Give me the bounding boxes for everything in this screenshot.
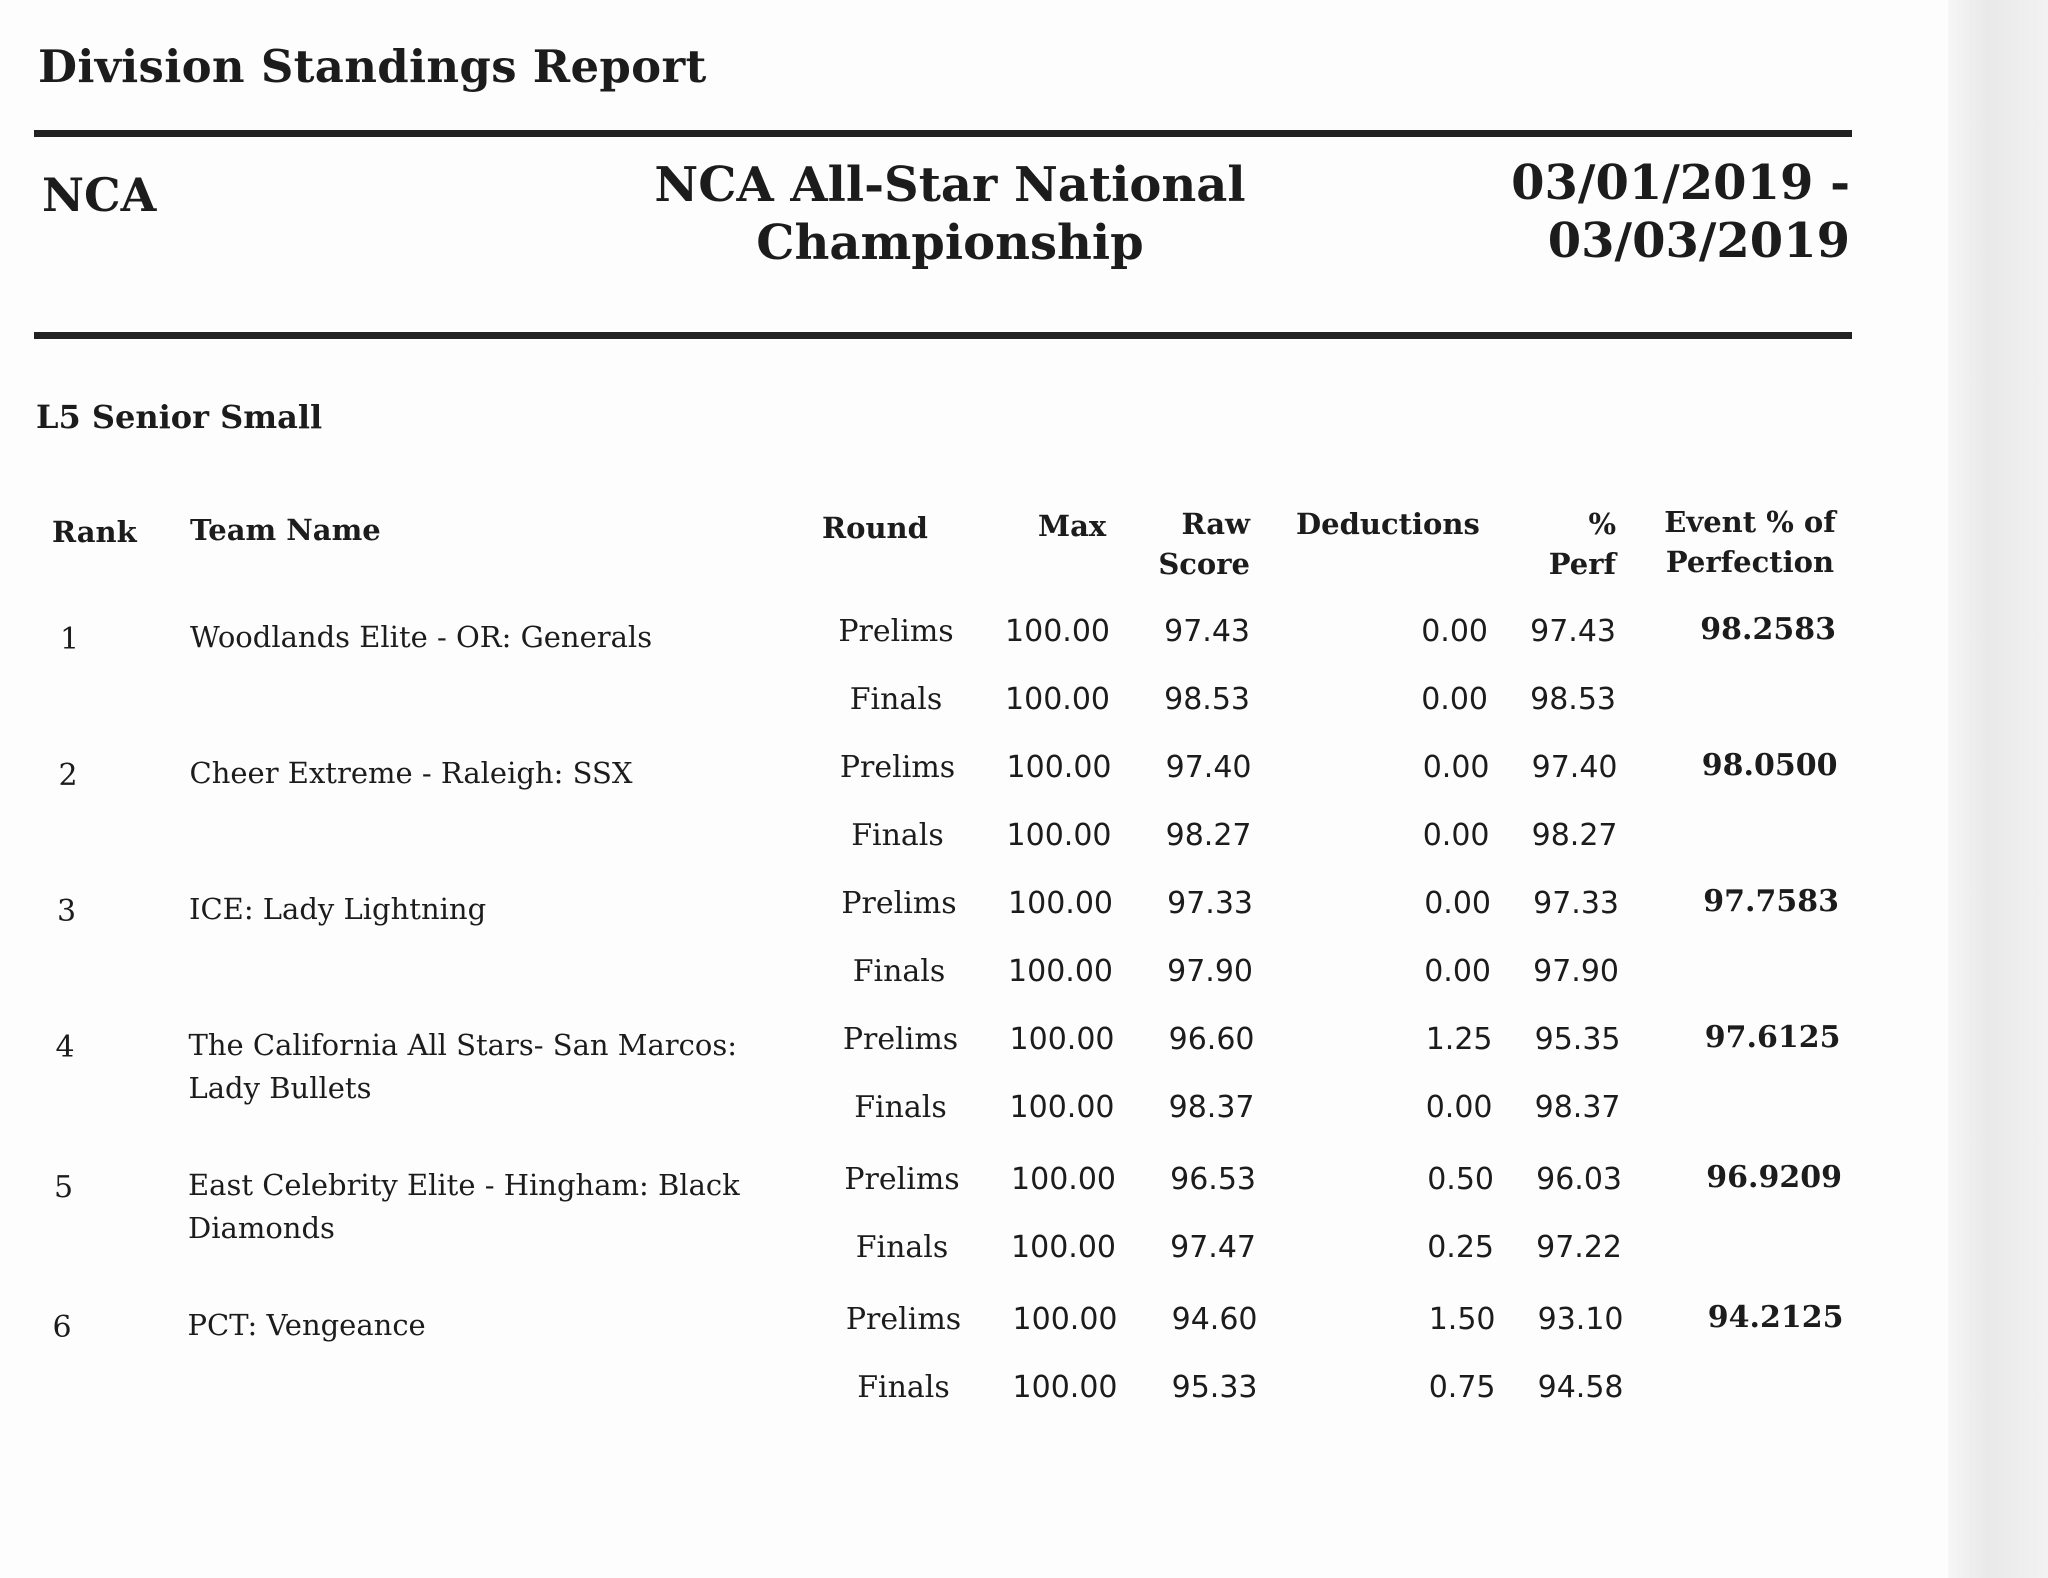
round-perf: 98.53 (1530, 682, 1616, 717)
organization-name: NCA (42, 168, 157, 222)
column-header-rank: Rank (52, 515, 137, 549)
round-name: Finals (855, 1230, 949, 1265)
round-raw-score: 97.47 (1170, 1230, 1256, 1265)
round-max: 100.00 (1012, 1302, 1118, 1337)
perf-header-line2: Perf (1548, 547, 1616, 581)
division-name: L5 Senior Small (36, 398, 323, 436)
round-deductions: 0.00 (1425, 1090, 1493, 1125)
event-dates-line2: 03/03/2019 (1547, 213, 1850, 269)
round-perf: 97.90 (1533, 954, 1619, 989)
team-name: Woodlands Elite - OR: Generals (190, 620, 653, 654)
header-bottom-rule (34, 332, 1852, 339)
column-header-event-perfection (1660, 502, 1840, 582)
event-dates (1470, 154, 1850, 270)
team-rank: 5 (54, 1170, 74, 1205)
team-rank: 3 (57, 894, 77, 929)
team-name: The California All Stars- San Marcos: Lady Bullets (188, 1028, 737, 1105)
round-name: Prelims (838, 614, 954, 649)
event-header-line1: Event % of (1664, 505, 1836, 539)
round-deductions: 0.00 (1424, 954, 1491, 989)
round-deductions: 0.75 (1428, 1370, 1496, 1405)
round-name: Finals (849, 682, 943, 717)
column-header-raw-score (1150, 504, 1250, 584)
round-max: 100.00 (1005, 614, 1110, 649)
column-header-perf (1520, 504, 1616, 584)
round-max: 100.00 (1012, 1370, 1118, 1405)
team-rank: 1 (60, 622, 80, 657)
column-header-deductions: Deductions (1296, 507, 1480, 541)
team-event-perfection: 94.2125 (1707, 1300, 1844, 1335)
team-event-perfection: 98.0500 (1701, 748, 1838, 783)
column-header-team-name: Team Name (190, 513, 381, 547)
round-max: 100.00 (1009, 1022, 1115, 1057)
round-perf: 97.43 (1530, 614, 1616, 649)
round-raw-score: 96.53 (1170, 1162, 1256, 1197)
round-perf: 97.22 (1536, 1230, 1622, 1265)
round-name: Prelims (841, 886, 957, 921)
column-header-max: Max (1038, 509, 1107, 543)
round-perf: 95.35 (1534, 1022, 1621, 1057)
round-raw-score: 96.60 (1168, 1022, 1255, 1057)
round-perf: 97.33 (1533, 886, 1619, 921)
raw-score-header-line1: Raw (1181, 507, 1250, 541)
column-header-round: Round (822, 511, 928, 545)
round-raw-score: 97.40 (1165, 750, 1252, 785)
round-max: 100.00 (1008, 954, 1113, 989)
round-deductions: 0.00 (1422, 750, 1490, 785)
round-max: 100.00 (1009, 1090, 1115, 1125)
raw-score-header-line2: Score (1158, 547, 1250, 581)
round-deductions: 0.25 (1427, 1230, 1494, 1265)
header-top-rule (34, 130, 1852, 137)
round-raw-score: 97.90 (1167, 954, 1253, 989)
round-deductions: 0.00 (1421, 614, 1488, 649)
perf-header-line1: % (1588, 507, 1616, 541)
round-max: 100.00 (1011, 1162, 1116, 1197)
round-raw-score: 97.43 (1164, 614, 1250, 649)
round-deductions: 0.50 (1427, 1162, 1494, 1197)
round-max: 100.00 (1006, 750, 1112, 785)
team-rank: 4 (55, 1030, 75, 1065)
page-edge-shadow (1948, 0, 2048, 1578)
round-raw-score: 98.53 (1164, 682, 1250, 717)
round-perf: 96.03 (1536, 1162, 1622, 1197)
round-deductions: 1.25 (1425, 1022, 1493, 1057)
round-raw-score: 95.33 (1171, 1370, 1258, 1405)
round-deductions: 0.00 (1421, 682, 1488, 717)
round-name: Prelims (844, 1162, 960, 1197)
round-max: 100.00 (1008, 886, 1113, 921)
round-name: Finals (854, 1090, 947, 1125)
round-max: 100.00 (1011, 1230, 1116, 1265)
round-raw-score: 98.27 (1165, 818, 1252, 853)
team-name: PCT: Vengeance (187, 1308, 426, 1342)
round-name: Finals (857, 1370, 950, 1405)
team-event-perfection: 97.7583 (1703, 884, 1839, 919)
round-name: Prelims (839, 750, 956, 785)
event-dates-line1: 03/01/2019 - (1511, 155, 1850, 211)
round-perf: 98.27 (1531, 818, 1618, 853)
round-deductions: 1.50 (1428, 1302, 1496, 1337)
team-event-perfection: 98.2583 (1700, 612, 1836, 647)
round-raw-score: 98.37 (1168, 1090, 1255, 1125)
event-name-line1: NCA All-Star National (654, 157, 1246, 213)
round-max: 100.00 (1006, 818, 1112, 853)
round-name: Finals (851, 818, 944, 853)
round-perf: 94.58 (1537, 1370, 1624, 1405)
team-name: ICE: Lady Lightning (189, 892, 487, 926)
team-rank: 2 (58, 758, 78, 793)
round-deductions: 0.00 (1422, 818, 1490, 853)
team-event-perfection: 96.9209 (1706, 1160, 1842, 1195)
round-perf: 98.37 (1534, 1090, 1621, 1125)
round-name: Prelims (842, 1022, 959, 1057)
round-raw-score: 97.33 (1167, 886, 1253, 921)
report-title: Division Standings Report (38, 40, 707, 93)
team-name: East Celebrity Elite - Hingham: Black Diamonds (188, 1168, 740, 1245)
round-max: 100.00 (1005, 682, 1110, 717)
round-name: Prelims (845, 1302, 962, 1337)
round-raw-score: 94.60 (1171, 1302, 1258, 1337)
round-perf: 93.10 (1537, 1302, 1624, 1337)
team-name: Cheer Extreme - Raleigh: SSX (189, 756, 633, 790)
round-deductions: 0.00 (1424, 886, 1491, 921)
event-name-line2: Championship (756, 215, 1144, 271)
team-event-perfection: 97.6125 (1704, 1020, 1841, 1055)
round-perf: 97.40 (1531, 750, 1618, 785)
event-header-line2: Perfection (1665, 545, 1835, 579)
team-rank: 6 (52, 1310, 72, 1345)
event-name (630, 156, 1270, 272)
round-name: Finals (852, 954, 946, 989)
